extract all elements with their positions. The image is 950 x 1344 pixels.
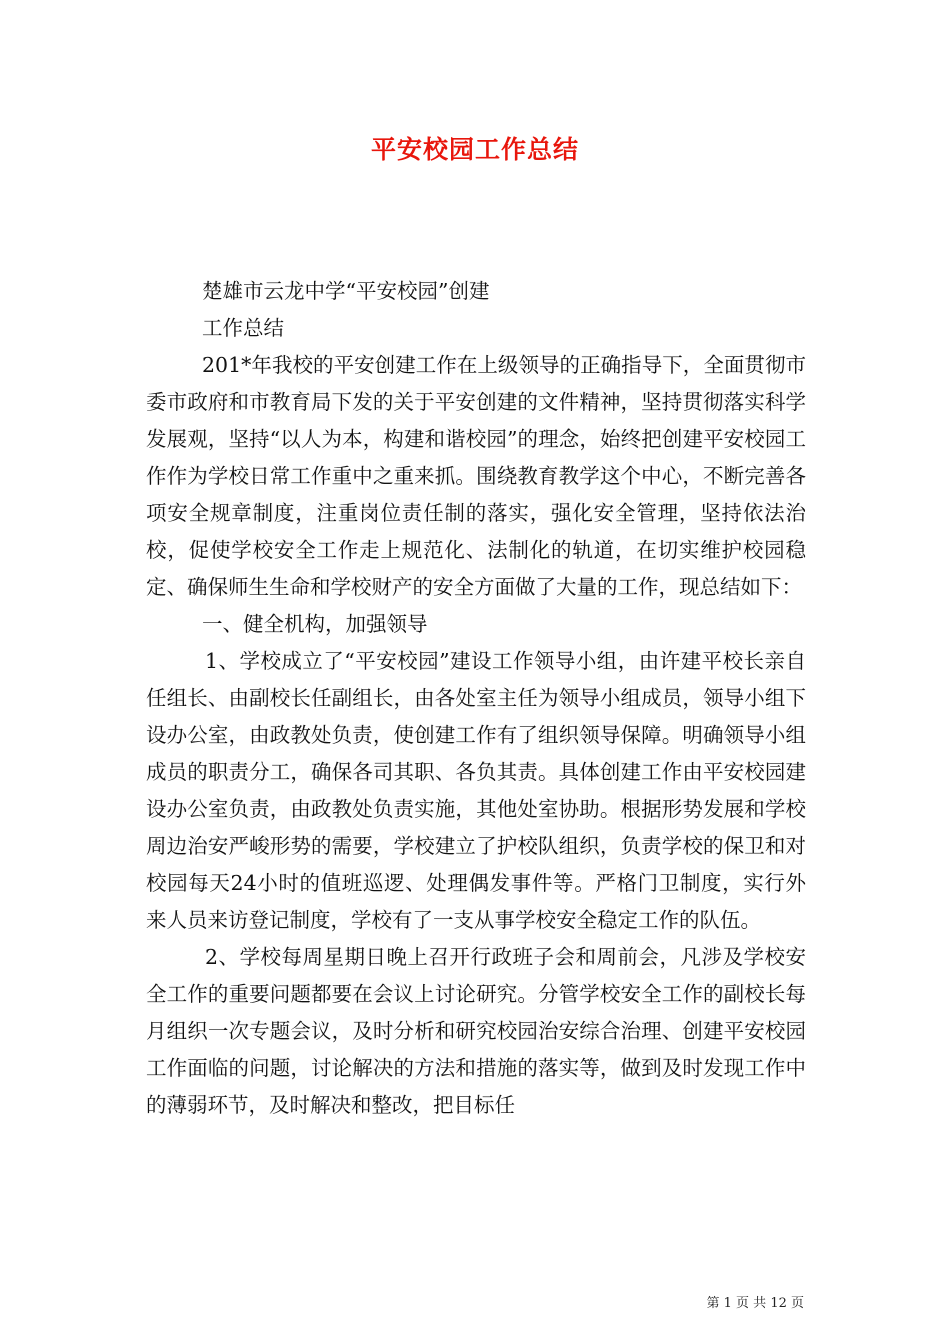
- subtitle-line-1: 楚雄市云龙中学“平安校园”创建: [202, 279, 490, 303]
- document-title: 平安校园工作总结: [370, 135, 579, 164]
- section-heading-1: 一、健全机构，加强领导: [202, 612, 428, 636]
- paragraph-item-1: 1、学校成立了“平安校园”建设工作领导小组，由许建平校长亲自任组长、由副校长任副组长，由各处室主任为领导小组成员，领导小组下设办公室，由政教处负责，使创建工作有了组织领导保障。明确领导小组成员的职责分工，确保各司其职、各负其责。具体创建工作由平安校园建设办公室负责，由政教处负责实施，其他处室协助。根据形势发展和学校周边治安严峻形势的需要，学校建立了护校队组织，负责学校的保卫和对校园每天24小时的值班巡逻、处理偶发事件等。严格门卫制度，实行外来人员来访登记制度，学校有了一支从事学校安全稳定工作的队伍。: [146, 649, 806, 932]
- document-body: [146, 273, 806, 1124]
- subtitle-line-2: 工作总结: [202, 316, 284, 340]
- page-number: 第 1 页 共 12 页: [706, 1296, 804, 1311]
- paragraph-intro: 201*年我校的平安创建工作在上级领导的正确指导下，全面贯彻市委市政府和市教育局下发的关于平安创建的文件精神，坚持贯彻落实科学发展观，坚持“以人为本，构建和谐校园”的理念，始终把创建平安校园工作作为学校日常工作重中之重来抓。围绕教育教学这个中心，不断完善各项安全规章制度，注重岗位责任制的落实，强化安全管理，坚持依法治校，促使学校安全工作走上规范化、法制化的轨道，在切实维护校园稳定、确保师生生命和学校财产的安全方面做了大量的工作，现总结如下：: [146, 353, 806, 599]
- paragraph-item-2: 2、学校每周星期日晚上召开行政班子会和周前会，凡涉及学校安全工作的重要问题都要在会议上讨论研究。分管学校安全工作的副校长每月组织一次专题会议，及时分析和研究校园治安综合治理、创建平安校园工作面临的问题，讨论解决的方法和措施的落实等，做到及时发现工作中的薄弱环节，及时解决和整改，把目标任: [146, 945, 806, 1117]
